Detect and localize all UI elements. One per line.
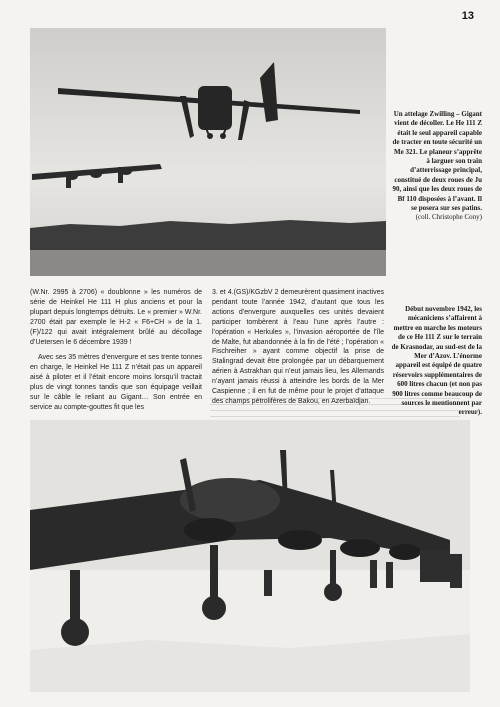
body-column-right (212, 288, 384, 413)
caption-middle-text: Début novembre 1942, les mécaniciens s’affairent à mettre en marche les moteurs de ce He 111 Z sur le terrain de Krasnodar, au sud-est de la Mer d’Azov. L’énorme appareil est équipé de quatre réservoirs supplémentaires de 600 litres chacun (et non pas 900 litres comme beaucoup de sources le mentionnent par erreur). (391, 305, 482, 417)
body-column-left (30, 288, 202, 419)
photo-he111z-krasnodar (30, 420, 470, 692)
paragraph: (W.Nr. 2995 à 2706) « doublonne » les numéros de série de Heinkel He 111 H plus anciens et pour la plupart depuis longtemps détruits. Le « premier » W.Nr. 2700 était par exemple le H-2 « F6+CH » de la 1.(F)/122 qui avait intégralement brûlé au décollage d’Uetersen le 6 décembre 1939 ! (30, 289, 202, 346)
paragraph: Avec ses 35 mètres d’envergure et ses trente tonnes en charge, le Heinkel He 111 Z n’était pas un appareil aisé à piloter et il l’était encore moins lorsqu’il tractait plus de vingt tonnes tandis que son équipage veillait sur le câble le reliant au Gigant… Son entrée en service au compte-gouttes fit que les (30, 354, 202, 411)
paragraph: 3. et 4.(GS)/KGzbV 2 demeurèrent quasiment inactives pendant toute l’année 1942, d’autant que tous les actions d’envergure auxquelles ces unités devaient participer tombèrent à l’eau l’une après l’autre : l’opération « Herkules », l’invasion aéroportée de l’île de Malte, fut abandonnée à la fin de l’été ; l’opération « Fischreiher » ayant comme objectif la prise de Stalingrad devait être prolongée par un débarquement aérien à Astrakhan qui n’eut jamais lieu, les Allemands n’ayant jamais réussi à atteindre les bords de la Mer Caspienne ; il en fut de même pour le projet d’attaque des champs pétrolifères de Bakou, en Azerbaïdjan. (212, 289, 384, 405)
photo-he111z-towing-glider (30, 28, 386, 276)
caption-towing-photo (392, 110, 482, 223)
caption-top-credit: (coll. Christophe Cony) (415, 213, 482, 222)
page-number: 13 (461, 10, 474, 22)
caption-top-text: Un attelage Zwilling – Gigant vient de décoller. Le He 111 Z était le seul appareil capable de tracter en toute sécurité un Me 321. Le planeur s’apprête à larguer son train d’atterrissage principal, constitué de deux roues de Ju 90, ainsi que les deux roues de Bf 110 disposées à l’avant. Il se posera sur ses patins. (392, 110, 482, 213)
